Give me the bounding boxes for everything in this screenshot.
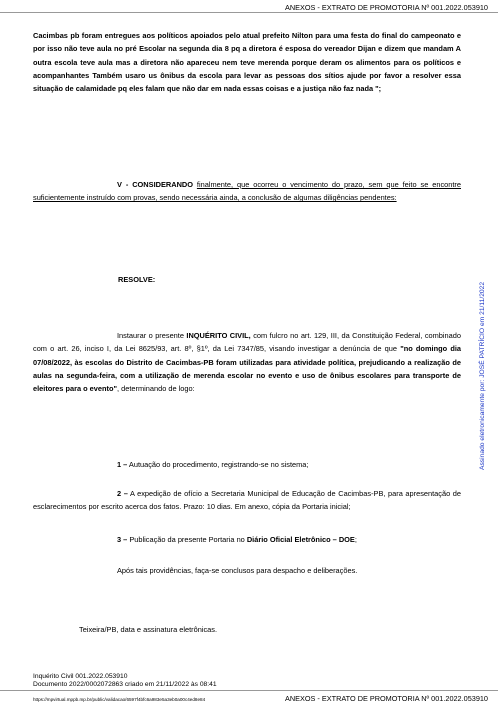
validation-link[interactable]: https://mpvirtual.mppb.mp.br/public/validacao/6597f4bfc6a983e5a3eb0a00c4ed8e84	[33, 697, 206, 702]
item-1	[33, 458, 461, 471]
install-paragraph	[33, 329, 461, 395]
item-1-text: Autuação do procedimento, registrando-se no sistema;	[127, 460, 309, 469]
footer-annex: ANEXOS - EXTRATO DE PROMOTORIA Nº 001.2022.053910	[284, 694, 488, 703]
place-date-line: Teixeira/PB, data e assinatura eletrônicas.	[79, 625, 218, 634]
considering-paragraph	[33, 178, 461, 205]
install-bold1: INQUÉRITO CIVIL,	[186, 331, 251, 340]
install-part3: , determinando de logo:	[117, 384, 195, 394]
considering-lead: V - CONSIDERANDO	[117, 180, 197, 189]
item-3-bold: Diário Oficial Eletrônico – DOE	[246, 535, 355, 544]
footer-line-1: Inquérito Civil 001.2022.053910	[33, 673, 128, 680]
install-quote: "no domingo dia 07/08/2022, às escolas do Distrito de Cacimbas-PB foram utilizadas para atividade política, prejudicando a realização de aulas na segunda-feira, com a utilização de merenda escolar no evento e uso de ônibus escolares para transporte de eleitores para o evento"	[33, 344, 461, 394]
footer-line-2: Documento 2022/0002072863 criado em 21/11/2022 às 08:41	[33, 681, 217, 688]
item-3-num: 3 –	[117, 535, 128, 544]
item-2	[33, 487, 461, 514]
quoted-complaint: Cacimbas pb foram entregues aos políticos apoiados pelo atual prefeito Nilton para uma festa do final do campeonato e por isso não teve aula no pré Escolar na segunda dia 8 pq a diretora é esposa do vereador Dijan e dizem que mandam A outra escola teve aula mas a diretora não apareceu nem teve merenda porque deram os alimentos para os políticos e acompanhantes Também usaro us ônibus da escola para levar as pessoas dos sítios ajude por favor a resolver essa situação de calamidade pq eles falam que não dar em nada essas coisas e a justiça não faz nada ";	[33, 31, 461, 94]
item-2-num: 2 –	[117, 489, 128, 498]
install-part1: Instaurar o presente	[117, 331, 187, 340]
install-part2: com fulcro no art. 129, III, da Constituição Federal, combinado com o art. 26, inciso I, da Lei 8625/93, art. 8º, §1º, da Lei 7347/85, visando investigar a denúncia de que	[33, 331, 461, 354]
item-3	[33, 533, 461, 546]
item-1-num: 1 –	[117, 460, 128, 469]
top-divider	[0, 12, 498, 13]
considering-text: finalmente, que ocorreu o vencimento do prazo, sem que feito se encontre suficientemente instruído com provas, sendo necessária ainda, a conclusão de algumas diligências pendentes:	[33, 180, 461, 203]
electronic-signature-note: Assinado eletronicamente por: JOSÉ PATRÍCIO em 21/11/2022	[479, 281, 486, 470]
after-paragraph: Após tais providências, faça-se conclusos para despacho e deliberações.	[117, 566, 358, 575]
item-3-after: ;	[354, 535, 357, 544]
header-annex: ANEXOS - EXTRATO DE PROMOTORIA Nº 001.2022.053910	[284, 3, 488, 12]
bottom-divider	[0, 690, 498, 691]
item-3-text: Publicação da presente Portaria no	[127, 535, 247, 544]
resolve-heading: RESOLVE:	[118, 275, 156, 284]
item-2-text: A expedição de ofício a Secretaria Municipal de Educação de Cacimbas-PB, para apresentação de esclarecimentos por escrito acerca dos fatos. Prazo: 10 dias. Em anexo, cópia da Portaria inicial;	[33, 489, 462, 512]
